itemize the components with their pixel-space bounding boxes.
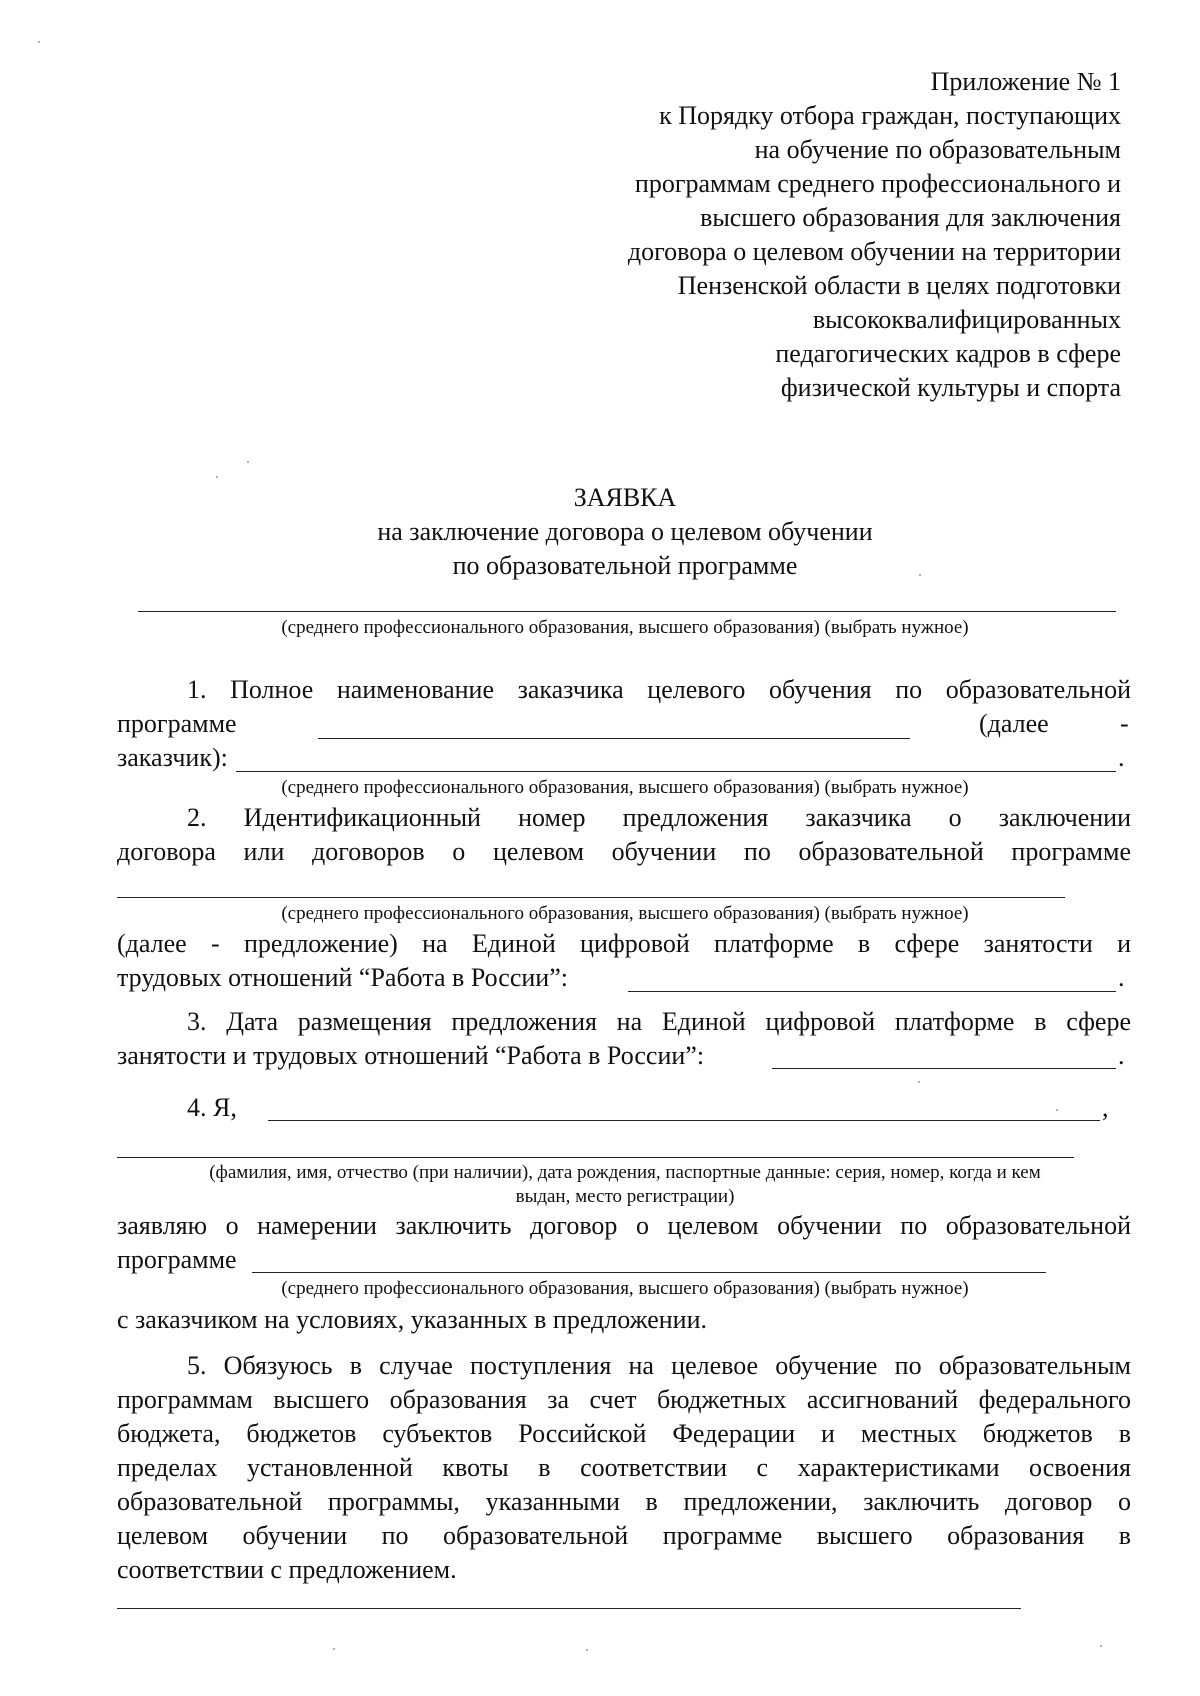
placement-date-blank[interactable] [772,1068,1116,1069]
item5-line: программам высшего образования за счет бюджетных ассигнований федерального [117,1385,1131,1414]
scan-speck [1056,1109,1058,1111]
item2-line1: 2. Идентификационный номер предложения заказчика о заключении [187,803,1131,832]
hint-education: (среднего профессионального образования, высшего образования) (выбрать нужное) [281,617,969,638]
item2-line4-suffix: . [1118,963,1125,992]
item5-line: пределах установленной квоты в соответствии с характеристиками освоения [117,1453,1131,1482]
item5-line: целевом обучении по образовательной программе высшего образования в [117,1521,1131,1550]
item3-line2-prefix: занятости и трудовых отношений “Работа в России”: [117,1041,705,1070]
item2-line2: договора или договоров о целевом обучении по образовательной программе [117,837,1131,866]
item3-line2-suffix: . [1118,1041,1125,1070]
document-subtitle: по образовательной программе [452,551,798,580]
hint-education: (среднего профессионального образования, высшего образования) (выбрать нужное) [281,903,969,924]
appendix-line: на обучение по образовательным [754,135,1121,164]
scan-speck [247,461,249,463]
item5-line: 5. Обязуюсь в случае поступления на целевое обучение по образовательным [187,1351,1131,1380]
item4-tail: с заказчиком на условиях, указанных в предложении. [117,1305,707,1334]
hint-applicant-line1: (фамилия, имя, отчество (при наличии), дата рождения, паспортные данные: серия, номер, когда и кем [209,1162,1041,1183]
appendix-line: высококвалифицированных [812,305,1121,334]
applicant-details-line[interactable] [117,1157,1074,1158]
item4-statement: заявляю о намерении заключить договор о целевом обучении по образовательной [117,1211,1131,1240]
bottom-separator [117,1608,1021,1609]
item3-line1: 3. Дата размещения предложения на Единой цифровой платформе в сфере [187,1007,1131,1036]
statement-program-blank[interactable] [252,1272,1046,1273]
program-type-line[interactable] [138,611,1116,612]
hint-education: (среднего профессионального образования, высшего образования) (выбрать нужное) [281,1278,969,1299]
hint-education: (среднего профессионального образования, высшего образования) (выбрать нужное) [281,777,969,798]
item1-dash: - [1120,709,1129,738]
document-subtitle: на заключение договора о целевом обучении [377,517,873,546]
scan-speck [918,1081,920,1083]
appendix-line: физической культуры и спорта [780,373,1121,402]
customer-name-blank[interactable] [236,771,1116,772]
document-title: ЗАЯВКА [573,483,677,512]
appendix-line: договора о целевом обучении на территории [627,237,1121,266]
scan-speck [38,41,40,43]
appendix-number: Приложение № 1 [930,67,1121,96]
proposal-program-line[interactable] [117,897,1065,898]
item1-customer-prefix: заказчик): [117,743,228,772]
scan-speck [586,1649,588,1651]
scan-speck [919,574,921,576]
item4-suffix: , [1102,1093,1109,1122]
item4-prefix: 4. Я, [187,1093,237,1122]
scan-speck [333,1648,335,1650]
applicant-name-blank[interactable] [268,1120,1100,1121]
scan-speck [216,476,218,478]
item1-word-further: (далее [979,709,1049,738]
item1-line1: 1. Полное наименование заказчика целевого обучения по образовательной [187,675,1131,704]
appendix-line: Пензенской области в целях подготовки [677,271,1121,300]
item1-customer-suffix: . [1118,743,1125,772]
appendix-line: высшего образования для заключения [700,203,1121,232]
appendix-line: педагогических кадров в сфере [775,339,1121,368]
item5-line: образовательной программы, указанными в предложении, заключить договор о [117,1487,1131,1516]
customer-program-blank[interactable] [318,738,910,739]
item5-line: бюджета, бюджетов субъектов Российской Федерации и местных бюджетов в [117,1419,1131,1448]
item5-last-line: соответствии с предложением. [117,1555,457,1584]
hint-applicant-line2: выдан, место регистрации) [515,1186,735,1207]
item2-line3: (далее - предложение) на Единой цифровой платформе в сфере занятости и [117,929,1131,958]
scan-speck [1100,1645,1102,1647]
item4-program-word: программе [117,1245,237,1274]
proposal-id-blank[interactable] [628,991,1116,992]
item1-word-program: программе [117,709,237,738]
appendix-line: к Порядку отбора граждан, поступающих [659,101,1121,130]
appendix-line: программам среднего профессионального и [634,169,1121,198]
item2-line4-prefix: трудовых отношений “Работа в России”: [117,963,568,992]
